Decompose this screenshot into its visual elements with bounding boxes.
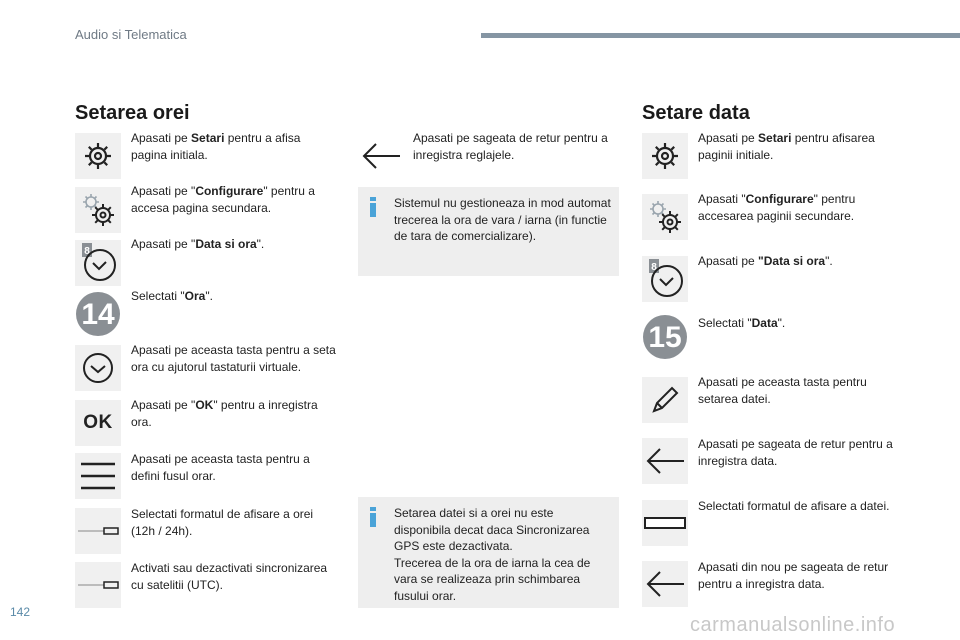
step-text: Selectati "Data". [698, 316, 786, 330]
back-arrow-icon [358, 133, 404, 179]
back-arrow-icon [642, 561, 688, 607]
note-text: Sistemul nu gestioneaza in mod automat trecerea la ora de vara / iarna (in functie de tara de comercializare). [394, 196, 611, 243]
ok-icon: OK [75, 400, 121, 446]
svg-text:15: 15 [648, 321, 682, 354]
info-icon [370, 197, 376, 217]
step-text: Selectati formatul de afisare a orei (12h / 24h). [131, 507, 314, 538]
step-text: Selectati "Ora". [131, 289, 213, 303]
clock-icon [75, 240, 121, 286]
step-text: Apasati "Configurare" pentru accesarea paginii secundare. [698, 192, 856, 223]
double-gear-icon [75, 187, 121, 233]
step-text: Apasati pe aceasta tasta pentru a seta ora cu ajutorul tastaturii virtuale. [131, 343, 336, 374]
step-text: Apasati pe "Data si ora". [131, 237, 265, 251]
step-text: Apasati pe sageata de retur pentru a inregistra reglajele. [413, 131, 608, 162]
menu-icon [75, 453, 121, 499]
number-icon [75, 290, 121, 338]
pencil-icon [642, 377, 688, 423]
step-text: Apasati pe Setari pentru a afisa pagina initiala. [131, 131, 301, 162]
step-text: Apasati pe "Data si ora". [698, 254, 833, 268]
info-note [358, 187, 619, 276]
step-text: Apasati pe "OK" pentru a inregistra ora. [131, 398, 318, 429]
info-note [358, 497, 619, 608]
watermark: carmanualsonline.info [690, 614, 896, 636]
svg-text:14: 14 [81, 298, 115, 331]
clock-icon [642, 256, 688, 302]
field-icon [642, 500, 688, 546]
svg-text:8: 8 [651, 262, 657, 273]
step-text: Apasati pe "Configurare" pentru a accesa pagina secundara. [131, 184, 315, 215]
step-text: Selectati formatul de afisare a datei. [698, 499, 890, 513]
section-title-time: Setarea orei [75, 102, 190, 124]
info-icon [370, 507, 376, 527]
svg-text:8: 8 [84, 246, 90, 257]
page-number: 142 [10, 605, 31, 619]
gear-icon [642, 133, 688, 179]
header-rule [481, 33, 960, 38]
note-text: Setarea datei si a orei nu este disponibila decat daca Sincronizarea GPS este dezactivata. Trecerea de la ora de iarna la cea de vara se realizeaza prin schimbarea fusului orar. [394, 506, 591, 603]
step-text: Apasati pe Setari pentru afisarea paginii initiale. [698, 131, 875, 162]
running-header: Audio si Telematica [75, 27, 187, 42]
check-circle-icon [75, 345, 121, 391]
toggle-icon [75, 562, 121, 608]
step-text: Apasati pe sageata de retur pentru a inregistra data. [698, 437, 893, 468]
toggle-icon [75, 508, 121, 554]
step-text: Apasati din nou pe sageata de retur pentru a inregistra data. [698, 560, 889, 591]
gear-icon [75, 133, 121, 179]
step-text: Apasati pe aceasta tasta pentru setarea datei. [698, 375, 867, 406]
step-text: Activati sau dezactivati sincronizarea cu satelitii (UTC). [131, 561, 328, 592]
back-arrow-icon [642, 438, 688, 484]
step-text: Apasati pe aceasta tasta pentru a defini fusul orar. [131, 452, 310, 483]
number-icon [642, 313, 688, 361]
double-gear-icon [642, 194, 688, 240]
section-title-date: Setare data [642, 102, 750, 124]
